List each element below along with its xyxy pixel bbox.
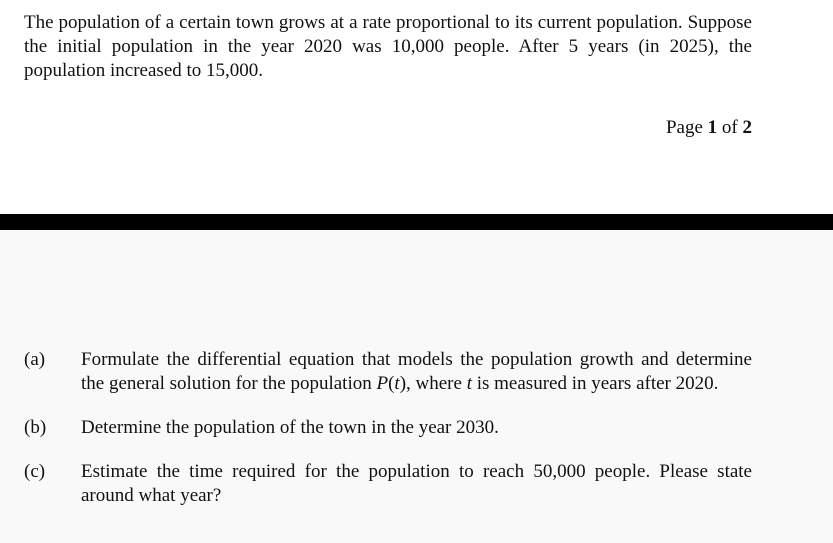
math-variable-t: t (394, 373, 400, 394)
page-number-current: 1 (707, 117, 718, 138)
question-a-text-before: Formulate the differential equation that models the population growth and determine the general solution for the population (81, 349, 752, 394)
page-number-total: 2 (742, 117, 752, 138)
page-number (666, 116, 752, 140)
page-number-prefix: Page (665, 117, 703, 138)
question-b-text: Determine the population of the town in the year 2030. (81, 417, 499, 438)
question-a-text (81, 348, 752, 396)
question-a-label: (a) (24, 349, 46, 370)
question-c-text: Estimate the time required for the population to reach 50,000 people. Please state around what year? (81, 461, 752, 506)
page-number-of: of (721, 117, 738, 138)
question-a-text-after: is measured in years after 2020. (471, 373, 719, 394)
math-paren-close: ) (399, 373, 407, 394)
question-c-label: (c) (24, 461, 46, 482)
question-a-text-mid: , where (406, 373, 467, 394)
math-paren-open: ( (388, 373, 395, 394)
question-b-label: (b) (24, 417, 47, 438)
problem-intro: The population of a certain town grows at a rate proportional to its current population. Suppose the initial population in the year 2020 was 10,000 people. After 5 years (in 2025), the population increased to 15,000. (24, 12, 752, 81)
page-separator (0, 214, 833, 230)
math-variable-t-2: t (466, 373, 472, 394)
math-function-p: P (376, 373, 389, 394)
page-top (0, 0, 833, 214)
